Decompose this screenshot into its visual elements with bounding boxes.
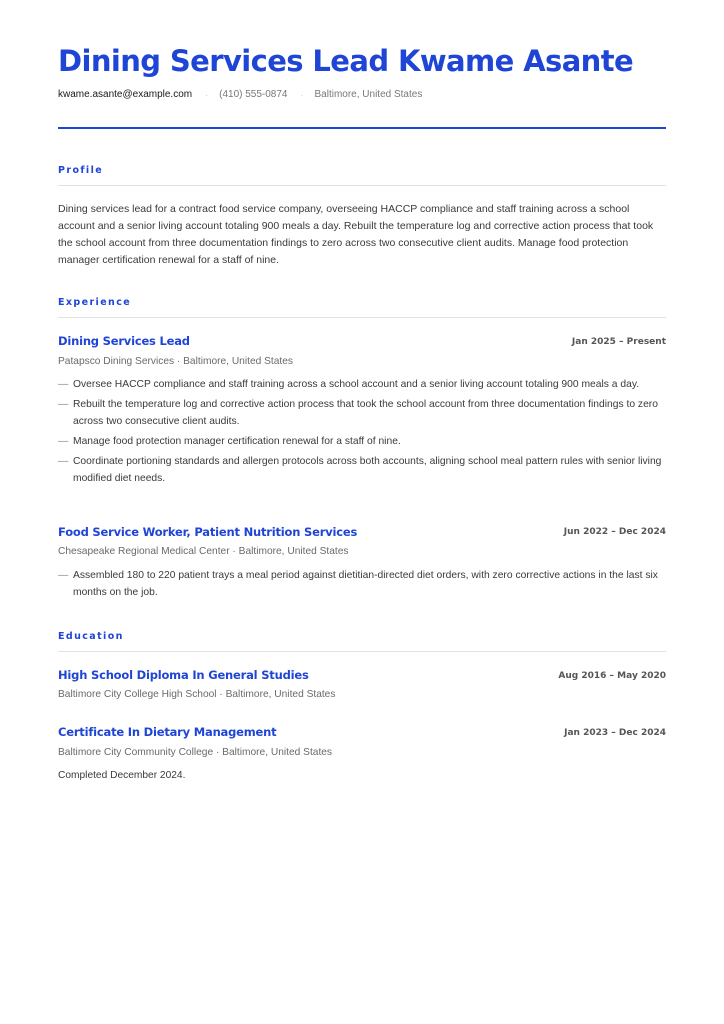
section-title-education: Education bbox=[58, 631, 124, 642]
section-divider bbox=[58, 185, 666, 186]
dash-icon: — bbox=[58, 570, 69, 581]
section-title-profile: Profile bbox=[58, 165, 104, 176]
job-bullet-list bbox=[58, 567, 666, 604]
education-dates: Jan 2023 – Dec 2024 bbox=[564, 728, 666, 738]
contact-separator: · bbox=[300, 89, 304, 100]
section-divider bbox=[58, 317, 666, 318]
job-bullet-text: Rebuilt the temperature log and corrective action process that took the school account from three documentation findings to zero across two consecutive client audits. bbox=[73, 399, 658, 427]
contact-phone[interactable]: (410) 555-0874 bbox=[219, 89, 288, 100]
job-bullet bbox=[58, 376, 666, 393]
section-divider bbox=[58, 651, 666, 652]
job-bullet-text: Assembled 180 to 220 patient trays a meal period against dietitian-directed diet orders, with zero corrective actions in the last six months on the job. bbox=[73, 570, 658, 598]
dash-icon: — bbox=[58, 399, 69, 410]
job-title: Food Service Worker, Patient Nutrition Services bbox=[58, 525, 358, 539]
job-bullet-text: Manage food protection manager certification renewal for a staff of nine. bbox=[73, 436, 401, 447]
job-dates: Jan 2025 – Present bbox=[571, 337, 666, 347]
contact-line bbox=[58, 89, 422, 100]
header-divider bbox=[58, 127, 666, 129]
dash-icon: — bbox=[58, 456, 69, 467]
education-note: Completed December 2024. bbox=[58, 770, 186, 781]
education-institution: Baltimore City Community College · Baltimore, United States bbox=[58, 747, 333, 758]
contact-separator: · bbox=[205, 89, 209, 100]
job-bullet bbox=[58, 433, 666, 450]
dash-icon: — bbox=[58, 436, 69, 447]
job-organization: Patapsco Dining Services · Baltimore, United States bbox=[58, 356, 293, 367]
contact-email[interactable]: kwame.asante@example.com bbox=[58, 89, 193, 100]
education-title: Certificate In Dietary Management bbox=[58, 725, 277, 739]
candidate-name: Dining Services Lead Kwame Asante bbox=[58, 44, 634, 78]
job-bullet bbox=[58, 396, 666, 430]
profile-summary: Dining services lead for a contract food service company, overseeing HACCP compliance and staff training across a school account and a senior living account totaling 900 meals a day. Rebuilt the temperature log and corrective action process that took the school account from three documentation findings to zero across two consecutive client audits. Manage food protection manager certification renewal for a staff of nine. bbox=[58, 203, 654, 266]
job-dates: Jun 2022 – Dec 2024 bbox=[563, 527, 666, 537]
job-organization: Chesapeake Regional Medical Center · Baltimore, United States bbox=[58, 546, 349, 557]
education-title: High School Diploma In General Studies bbox=[58, 668, 309, 682]
job-bullet-text: Oversee HACCP compliance and staff training across a school account and a senior living account totaling 900 meals a day. bbox=[73, 379, 640, 390]
education-dates: Aug 2016 – May 2020 bbox=[558, 671, 666, 681]
dash-icon: — bbox=[58, 379, 69, 390]
job-bullet-list bbox=[58, 376, 666, 490]
job-title: Dining Services Lead bbox=[58, 334, 190, 348]
job-bullet bbox=[58, 453, 666, 487]
section-title-experience: Experience bbox=[58, 297, 132, 308]
education-institution: Baltimore City College High School · Baltimore, United States bbox=[58, 689, 336, 700]
job-bullet-text: Coordinate portioning standards and allergen protocols across both accounts, aligning school meal pattern rules with senior living modified diet needs. bbox=[73, 456, 662, 484]
contact-location: Baltimore, United States bbox=[314, 89, 423, 100]
job-bullet bbox=[58, 567, 666, 601]
